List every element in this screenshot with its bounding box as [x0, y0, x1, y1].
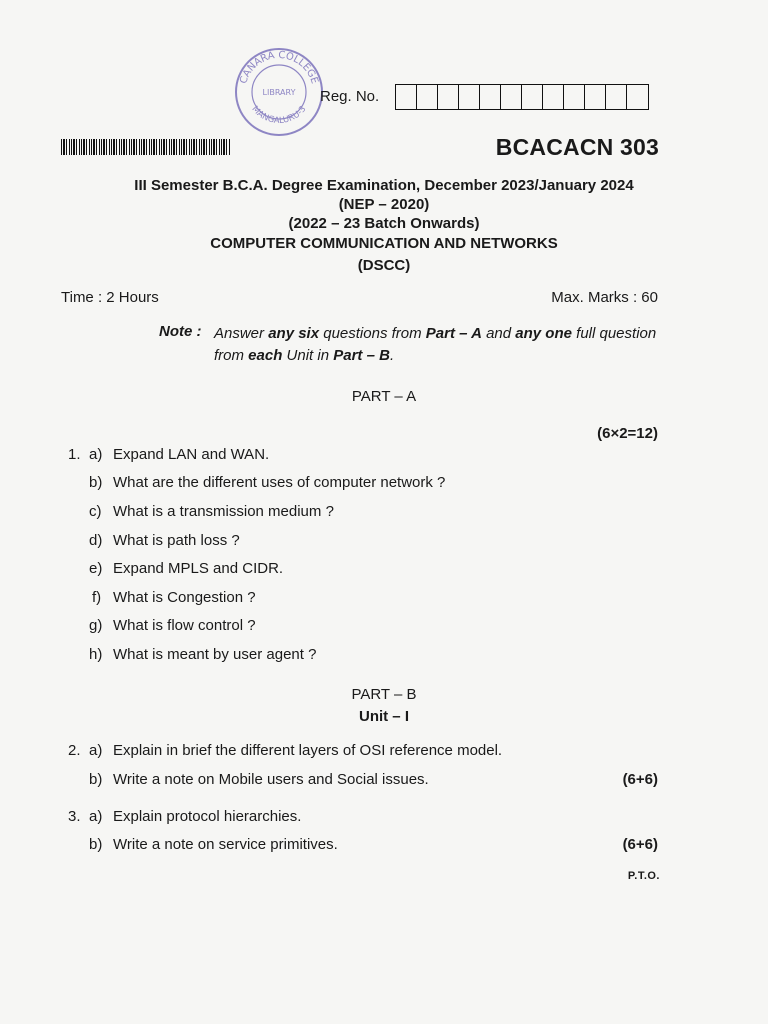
reg-no-digit-box[interactable] [522, 85, 543, 109]
question-text: What is path loss ? [113, 532, 240, 549]
sub-label: b) [89, 474, 103, 491]
subject-category: (DSCC) [357, 257, 411, 274]
question-number: 2. [68, 742, 81, 759]
question-marks: (6+6) [622, 836, 658, 853]
reg-no-digit-box[interactable] [480, 85, 501, 109]
reg-no-boxes[interactable] [395, 84, 649, 110]
max-marks: Max. Marks : 60 [551, 289, 658, 306]
reg-no-digit-box[interactable] [417, 85, 438, 109]
note-instructions: Answer any six questions from Part – A and any one full question from each Unit in Part – B. [214, 325, 657, 364]
pto-footer: P.T.O. [627, 870, 660, 882]
reg-no-digit-box[interactable] [564, 85, 585, 109]
question-number: 1. [68, 446, 81, 463]
sub-label: e) [89, 560, 103, 577]
subject-title: COMPUTER COMMUNICATION AND NETWORKS [210, 235, 558, 252]
reg-no-digit-box[interactable] [396, 85, 417, 109]
question-text: Explain in brief the different layers of OSI reference model. [113, 742, 503, 759]
reg-no-digit-box[interactable] [543, 85, 564, 109]
reg-no-digit-box[interactable] [627, 85, 648, 109]
svg-text:MANGALURU-3: MANGALURU-3 [249, 104, 309, 127]
reg-no-digit-box[interactable] [606, 85, 627, 109]
exam-scheme: (NEP – 2020) [338, 196, 430, 213]
sub-label: a) [89, 446, 103, 463]
barcode [61, 139, 231, 155]
part-a-marks: (6×2=12) [597, 425, 658, 442]
sub-label: f) [92, 589, 102, 606]
question-text: What is Congestion ? [113, 589, 256, 606]
reg-no-digit-box[interactable] [501, 85, 522, 109]
svg-text:LIBRARY: LIBRARY [262, 88, 296, 97]
sub-label: d) [89, 532, 103, 549]
reg-no-label: Reg. No. [320, 88, 380, 105]
question-text: Write a note on Mobile users and Social issues. [113, 771, 429, 788]
library-stamp-seal [233, 46, 325, 138]
question-marks: (6+6) [622, 771, 658, 788]
sub-label: b) [89, 836, 103, 853]
sub-label: b) [89, 771, 103, 788]
exam-title: III Semester B.C.A. Degree Examination, December 2023/January 2024 [134, 177, 634, 194]
reg-no-digit-box[interactable] [585, 85, 606, 109]
sub-label: a) [89, 742, 103, 759]
note-label: Note : [159, 323, 202, 340]
reg-no-digit-box[interactable] [438, 85, 459, 109]
unit-heading: Unit – I [358, 708, 409, 725]
reg-no-digit-box[interactable] [459, 85, 480, 109]
sub-label: h) [89, 646, 103, 663]
part-b-heading: PART – B [351, 686, 417, 703]
question-number: 3. [68, 808, 81, 825]
course-code: BCACACN 303 [495, 134, 659, 160]
question-text: What are the different uses of computer network ? [113, 474, 446, 491]
question-text: What is flow control ? [113, 617, 256, 634]
question-text: Expand LAN and WAN. [113, 446, 270, 463]
exam-batch: (2022 – 23 Batch Onwards) [288, 215, 480, 232]
sub-label: g) [89, 617, 103, 634]
question-text: What is meant by user agent ? [113, 646, 317, 663]
question-text: What is a transmission medium ? [113, 503, 334, 520]
part-a-heading: PART – A [351, 388, 417, 405]
question-text: Expand MPLS and CIDR. [113, 560, 284, 577]
svg-text:CANARA COLLEGE: CANARA COLLEGE [238, 49, 320, 86]
sub-label: a) [89, 808, 103, 825]
sub-label: c) [89, 503, 102, 520]
question-text: Write a note on service primitives. [113, 836, 338, 853]
time-allowed: Time : 2 Hours [61, 289, 159, 306]
question-text: Explain protocol hierarchies. [113, 808, 302, 825]
